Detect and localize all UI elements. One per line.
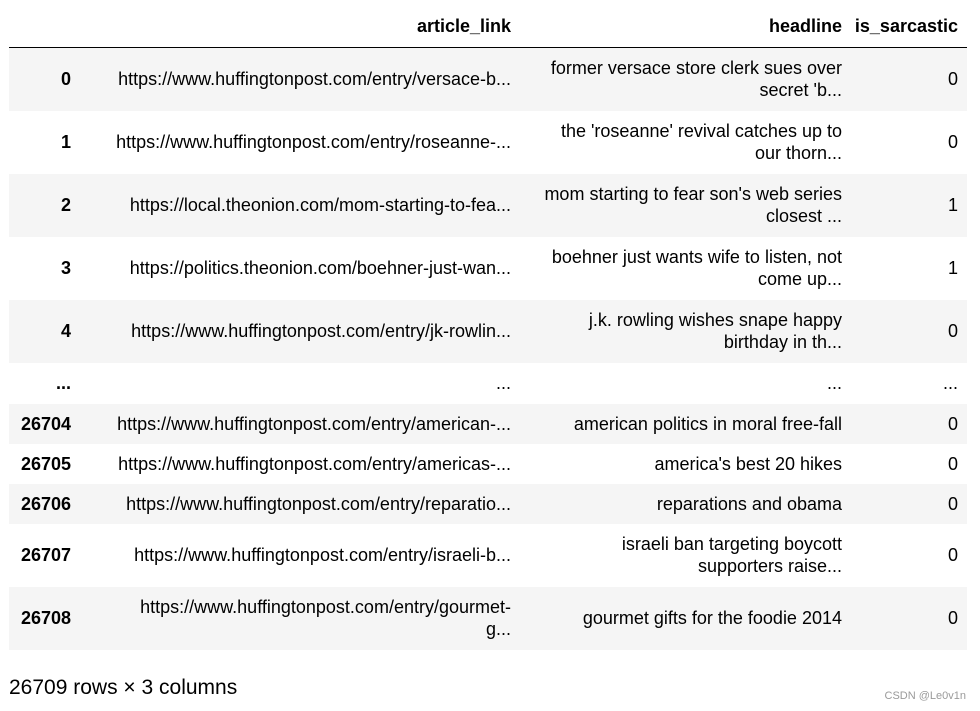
article-link-line-1: https://www.huffingtonpost.com/entry/gourmet- <box>140 597 511 617</box>
table-row <box>9 444 967 484</box>
row-index: 26708 <box>20 608 71 628</box>
is-sarcastic-cell: 0 <box>947 69 958 90</box>
article-link-cell: https://politics.theonion.com/boehner-just-wan... <box>129 258 511 278</box>
header-index <box>9 6 80 48</box>
article-link-cell: https://www.huffingtonpost.com/entry/roseanne-... <box>116 132 511 152</box>
ellipsis-headline: ... <box>826 373 842 393</box>
table-row <box>9 404 967 444</box>
ellipsis-row <box>9 363 967 404</box>
watermark: CSDN @Le0v1n <box>884 690 966 702</box>
row-index: 26707 <box>20 545 71 565</box>
headline-cell <box>520 174 851 237</box>
header-row <box>9 6 967 48</box>
headline-line-1: gourmet gifts for the foodie 2014 <box>582 608 842 628</box>
table-row <box>9 237 967 300</box>
headline-line-1: israeli ban targeting boycott <box>621 534 842 554</box>
article-link-cell <box>80 587 520 650</box>
table-row <box>9 524 967 587</box>
ellipsis-index: ... <box>55 373 71 393</box>
article-link-cell: https://www.huffingtonpost.com/entry/reparatio... <box>126 493 511 514</box>
headline-line-1: reparations and obama <box>656 493 842 514</box>
is-sarcastic-cell: 0 <box>947 545 958 565</box>
headline-line-2: come up... <box>757 269 842 289</box>
headline-line-1: j.k. rowling wishes snape happy <box>588 310 842 330</box>
table-row <box>9 111 967 174</box>
article-link-cell: https://local.theonion.com/mom-starting-to-fea... <box>129 195 511 215</box>
headline-cell <box>520 587 851 650</box>
headline-cell <box>520 404 851 444</box>
article-link-cell: https://www.huffingtonpost.com/entry/israeli-b... <box>134 545 511 565</box>
dataframe-output <box>9 6 967 650</box>
headline-cell <box>520 524 851 587</box>
row-index: 2 <box>60 195 71 215</box>
row-index: 26705 <box>20 453 71 474</box>
is-sarcastic-cell: 1 <box>947 195 958 215</box>
table-row <box>9 48 967 111</box>
headline-cell <box>520 48 851 111</box>
article-link-cell: https://www.huffingtonpost.com/entry/jk-rowlin... <box>131 321 511 341</box>
ellipsis-article-link: ... <box>495 373 511 393</box>
headline-line-2: birthday in th... <box>723 332 842 352</box>
headline-cell <box>520 300 851 363</box>
row-index: 3 <box>60 258 71 278</box>
row-index: 26706 <box>20 493 71 514</box>
row-index: 1 <box>60 132 71 152</box>
article-link-line-2: g... <box>485 619 511 639</box>
headline-line-1: american politics in moral free-fall <box>573 413 842 434</box>
headline-cell <box>520 484 851 524</box>
row-index: 0 <box>60 69 71 90</box>
headline-cell <box>520 237 851 300</box>
ellipsis-is-sarcastic: ... <box>942 373 958 393</box>
table-row <box>9 587 967 650</box>
header-is-sarcastic: is_sarcastic <box>851 6 967 48</box>
headline-line-2: secret 'b... <box>759 80 842 101</box>
headline-cell <box>520 111 851 174</box>
is-sarcastic-cell: 0 <box>947 493 958 514</box>
headline-line-2: our thorn... <box>754 143 842 163</box>
row-index: 26704 <box>20 413 71 434</box>
table-row <box>9 300 967 363</box>
table-row <box>9 484 967 524</box>
headline-line-1: boehner just wants wife to listen, not <box>551 247 842 267</box>
headline-line-1: former versace store clerk sues over <box>550 58 842 79</box>
is-sarcastic-cell: 0 <box>947 321 958 341</box>
article-link-cell: https://www.huffingtonpost.com/entry/versace-b... <box>118 69 511 90</box>
is-sarcastic-cell: 1 <box>947 258 958 278</box>
table-row <box>9 174 967 237</box>
headline-cell <box>520 444 851 484</box>
is-sarcastic-cell: 0 <box>947 132 958 152</box>
is-sarcastic-cell: 0 <box>947 453 958 474</box>
header-article-link: article_link <box>80 6 520 48</box>
headline-line-2: closest ... <box>765 206 842 226</box>
is-sarcastic-cell: 0 <box>947 413 958 434</box>
headline-line-1: the 'roseanne' revival catches up to <box>560 121 842 141</box>
dataframe-table <box>9 6 967 650</box>
article-link-cell: https://www.huffingtonpost.com/entry/americas-... <box>118 453 511 474</box>
headline-line-2: supporters raise... <box>697 556 842 576</box>
header-headline: headline <box>520 6 851 48</box>
article-link-cell: https://www.huffingtonpost.com/entry/american-... <box>117 413 511 434</box>
is-sarcastic-cell: 0 <box>947 608 958 628</box>
headline-line-1: america's best 20 hikes <box>654 453 842 474</box>
row-index: 4 <box>60 321 71 341</box>
dataframe-shape: 26709 rows × 3 columns <box>9 676 238 699</box>
headline-line-1: mom starting to fear son's web series <box>544 184 842 204</box>
